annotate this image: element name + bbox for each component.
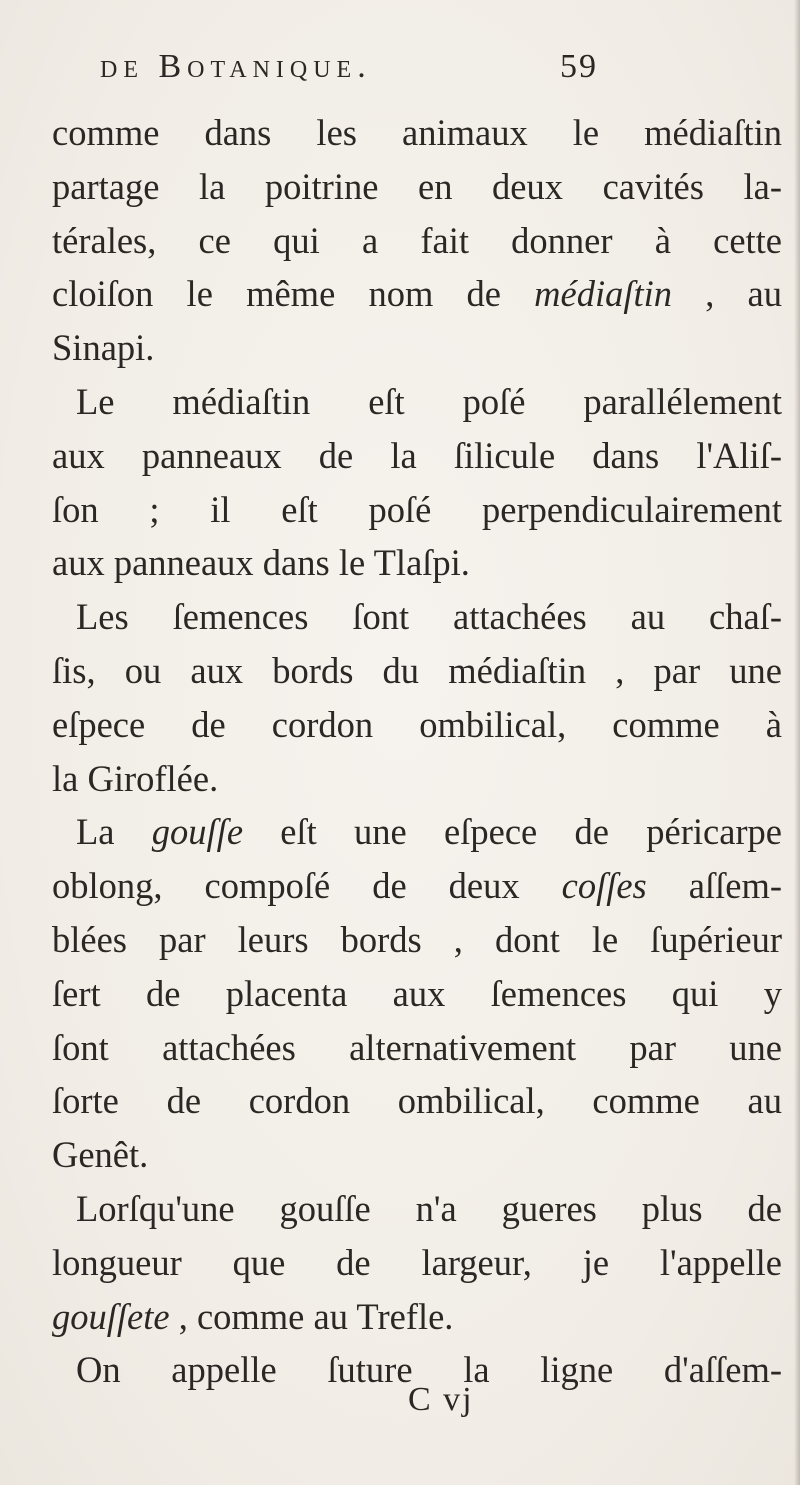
line-text: Les ſemences ſont attachées au chaſ- (76, 596, 782, 638)
signature-mark: C vj (408, 1381, 474, 1418)
line-text: térales, ce qui a fait donner à cette (52, 219, 782, 261)
line-text: la Giroflée. (52, 757, 219, 799)
text-line (52, 698, 782, 752)
line-text: On appelle ſuture la ligne d'aſſem- (76, 1349, 782, 1391)
line-text: ſert de placenta aux ſemences qui y (52, 972, 782, 1014)
text-line (52, 967, 782, 1021)
text-line (52, 913, 782, 967)
text-line (52, 214, 782, 268)
text-line (52, 859, 782, 913)
line-text: , comme au Trefle. (169, 1295, 454, 1337)
line-text: longueur que de largeur, je l'appelle (52, 1241, 782, 1283)
page-edge-shadow (794, 0, 800, 1485)
text-line (52, 321, 782, 375)
page-number: 59 (560, 48, 598, 85)
line-text: comme dans les animaux le médiaſtin (52, 112, 782, 153)
italic-term: médiaſtin (534, 273, 673, 315)
running-title: de Botanique. (100, 48, 372, 85)
page-header (0, 48, 800, 98)
text-line (52, 752, 782, 806)
line-text: aſſem- (646, 865, 782, 907)
italic-term: gouſſete (52, 1295, 170, 1337)
line-text: , au (672, 273, 782, 315)
text-line (52, 536, 782, 590)
italic-term: coſſes (561, 865, 647, 907)
line-text: ſont attachées alternativement par une (52, 1026, 782, 1068)
line-text: aux panneaux de la ſilicule dans l'Aliſ- (52, 434, 782, 476)
text-line (52, 1236, 782, 1290)
body-text (52, 106, 782, 1397)
line-text: Lorſqu'une gouſſe n'a gueres plus de (76, 1187, 782, 1229)
text-line (52, 106, 782, 160)
line-text: aux panneaux dans le Tlaſpi. (52, 542, 470, 584)
line-text: ſis, ou aux bords du médiaſtin , par une (52, 649, 782, 691)
line-text: blées par leurs bords , dont le ſupérieur (52, 918, 782, 960)
text-line (52, 1290, 782, 1344)
line-text: Sinapi. (52, 327, 155, 369)
text-line (52, 805, 782, 859)
text-line (52, 1182, 782, 1236)
text-line (52, 1021, 782, 1075)
line-text: eſt une eſpece de péricarpe (243, 811, 782, 853)
text-line (52, 1128, 782, 1182)
italic-term: gouſſe (151, 811, 244, 853)
line-text: Genêt. (52, 1134, 149, 1176)
line-text: ſorte de cordon ombilical, comme au (52, 1080, 782, 1122)
line-text: ſon ; il eſt poſé perpendiculairement (52, 488, 782, 530)
line-text: partage la poitrine en deux cavités la- (52, 165, 782, 207)
text-line (52, 429, 782, 483)
line-text: oblong, compoſé de deux (52, 865, 562, 907)
line-text: La (76, 811, 152, 853)
text-line (52, 483, 782, 537)
text-line (52, 375, 782, 429)
text-line (52, 644, 782, 698)
line-text: eſpece de cordon ombilical, comme à (52, 703, 782, 745)
line-text: cloiſon le même nom de (52, 273, 535, 315)
text-line (52, 160, 782, 214)
text-line (52, 267, 782, 321)
line-text: Le médiaſtin eſt poſé parallélement (76, 380, 782, 422)
text-line (52, 590, 782, 644)
text-line (52, 1074, 782, 1128)
